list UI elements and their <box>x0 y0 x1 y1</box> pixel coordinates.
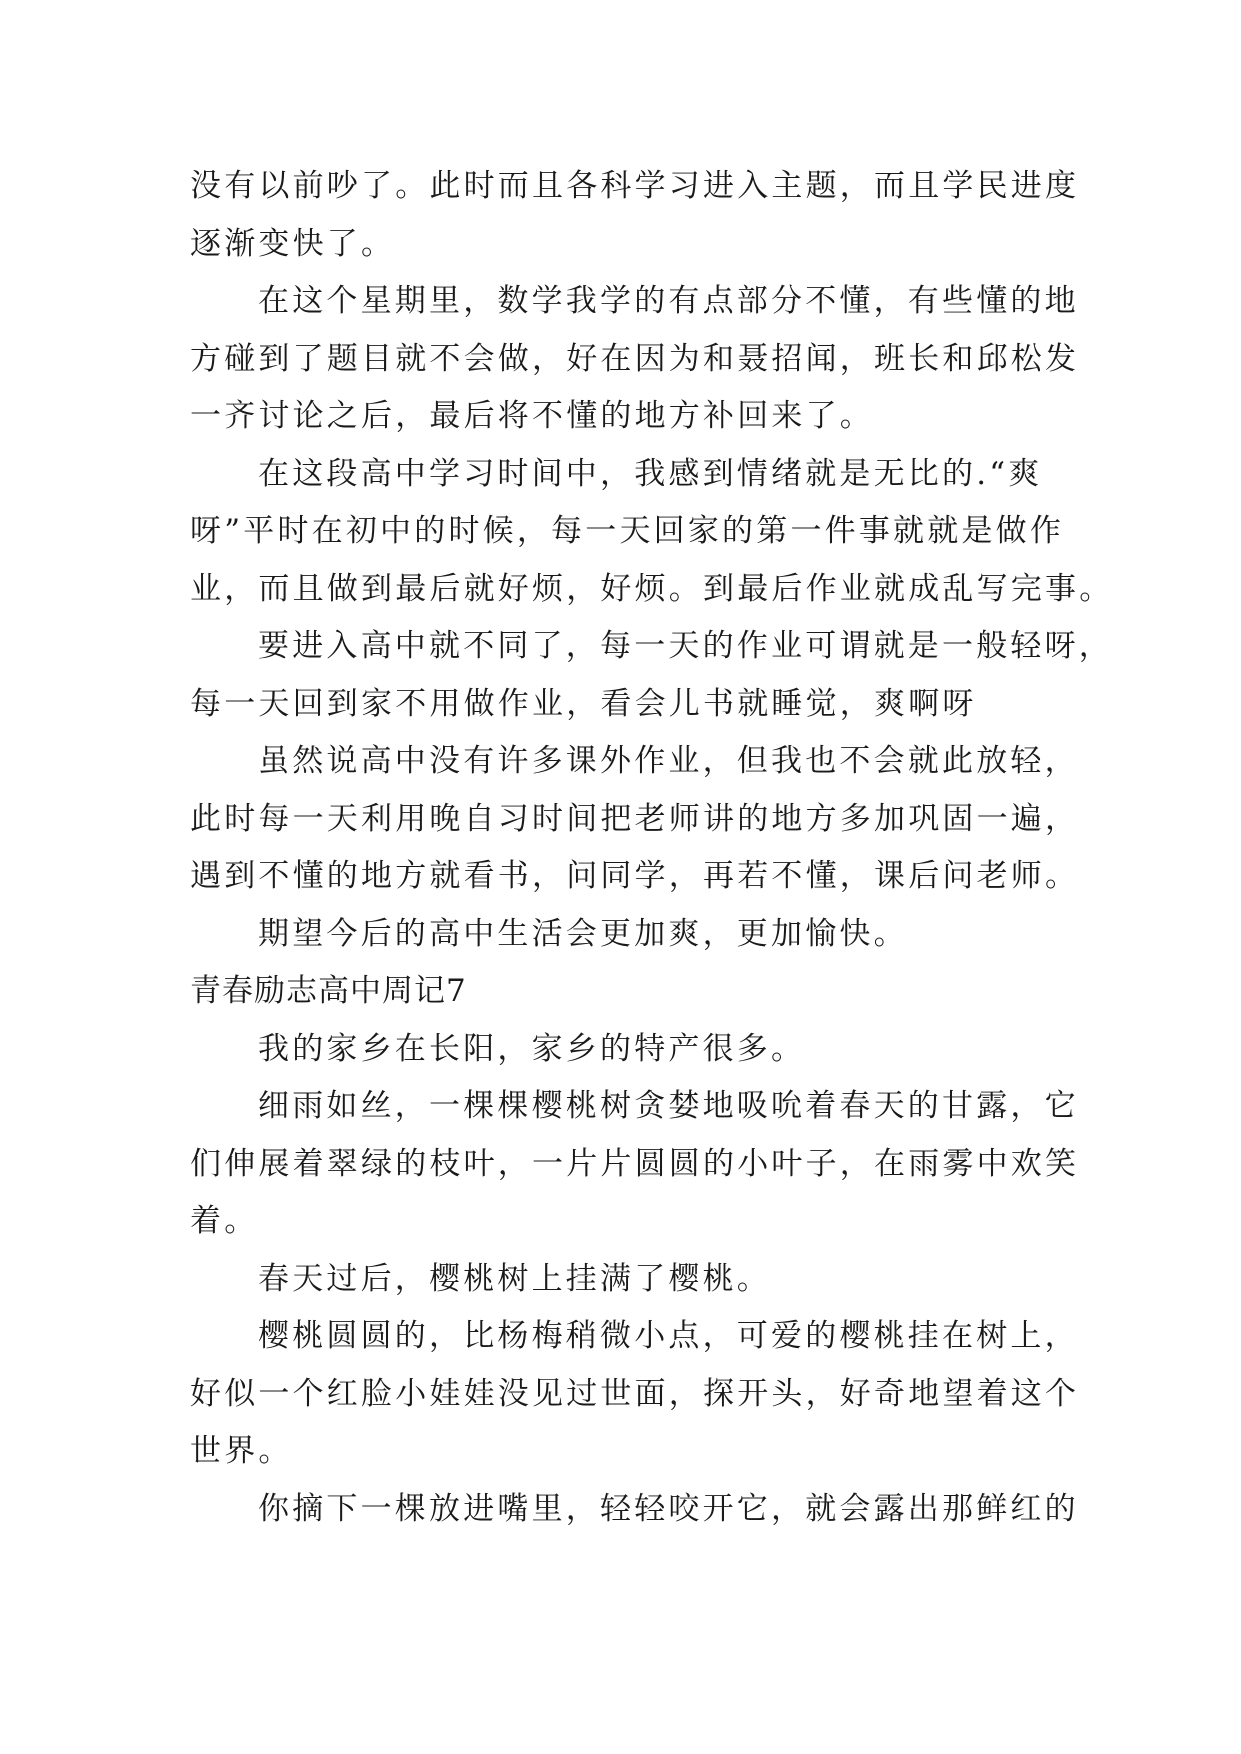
text-line: 方碰到了题目就不会做，好在因为和聂招闻，班长和邱松发 <box>190 340 1080 377</box>
document-body <box>190 158 1114 1538</box>
text-line: 逐渐变快了。 <box>190 225 396 262</box>
text-line: 没有以前吵了。此时而且各科学习进入主题，而且学民进度 <box>190 168 1080 204</box>
text-line: 呀”平时在初中的时候，每一天回家的第一件事就就是做作 <box>190 513 1065 549</box>
text-line: 期望今后的高中生活会更加爽，更加愉快。 <box>258 915 908 952</box>
text-line: 在这段高中学习时间中，我感到情绪就是无比的.“爽 <box>258 455 1043 492</box>
text-line: 一齐讨论之后，最后将不懂的地方补回来了。 <box>190 398 874 434</box>
text-line: 们伸展着翠绿的枝叶，一片片圆圆的小叶子，在雨雾中欢笑 <box>190 1145 1080 1182</box>
text-line: 要进入高中就不同了，每一天的作业可谓就是一般轻呀， <box>258 628 1113 664</box>
text-line: 我的家乡在长阳，家乡的特产很多。 <box>258 1030 806 1067</box>
text-line: 着。 <box>190 1203 259 1239</box>
text-line: 你摘下一棵放进嘴里，轻轻咬开它，就会露出那鲜红的 <box>258 1490 1079 1527</box>
text-line: 虽然说高中没有许多课外作业，但我也不会就此放轻， <box>258 743 1079 779</box>
text-line: 春天过后，樱桃树上挂满了樱桃。 <box>258 1260 771 1297</box>
text-line: 遇到不懂的地方就看书，问同学，再若不懂，课后问老师。 <box>190 858 1080 894</box>
text-line: 细雨如丝，一棵棵樱桃树贪婪地吸吮着春天的甘露，它 <box>258 1088 1079 1124</box>
text-line: 每一天回到家不用做作业，看会儿书就睡觉，爽啊呀 <box>190 685 977 722</box>
text-line: 业，而且做到最后就好烦，好烦。到最后作业就成乱写完事。 <box>190 570 1114 607</box>
text-line: 樱桃圆圆的，比杨梅稍微小点，可爱的樱桃挂在树上， <box>258 1318 1079 1354</box>
section-heading: 青春励志高中周记7 <box>190 973 467 1009</box>
text-line: 世界。 <box>190 1433 293 1469</box>
text-line: 好似一个红脸小娃娃没见过世面，探开头，好奇地望着这个 <box>190 1375 1080 1412</box>
text-line: 此时每一天利用晚自习时间把老师讲的地方多加巩固一遍， <box>190 800 1080 837</box>
text-line: 在这个星期里，数学我学的有点部分不懂，有些懂的地 <box>258 283 1079 319</box>
